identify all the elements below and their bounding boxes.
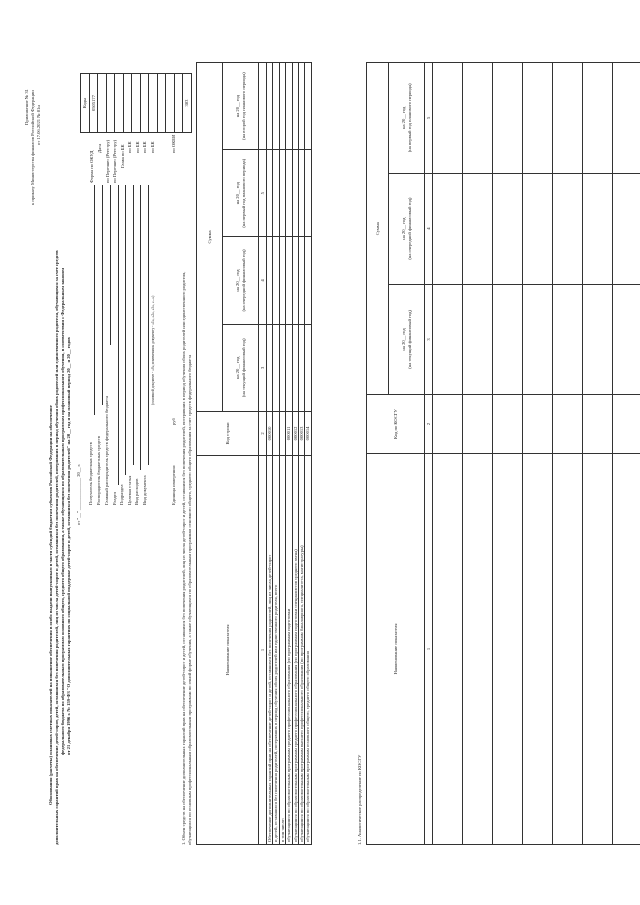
s1-col-code: Код строки: [197, 412, 259, 456]
title-line-2: дополнительных гарантий прав на обеспечение детей-сирот, детей, оставшихся без попечения родителей, лиц из числа детей-сирот и детей, оставшихся без попечения родителей, потерявших в период обучения обоих родителей или единственного родителя, обучающихся за счет средств: [54, 250, 59, 845]
document-date: от "__" ______________ 20__ г.: [76, 463, 81, 525]
title-line-1: Обоснования (расчеты) плановых сметных показателей на повышение обеспечения в особо выдачи выпускникам в части субсидий бюджетам субъектов Российской Федерации на обеспечение: [48, 405, 53, 805]
s11-num-2: 2: [425, 395, 433, 454]
label-document-type: Вид документа: [142, 475, 147, 505]
s1-row-name: обучающимся по образовательным программам высшего профессионального образования (по программам бакалавриата, специалитета, магистратуры): [299, 455, 305, 844]
s1-row-name: в том числе:: [279, 455, 285, 844]
s11-num-4: 4: [425, 173, 433, 284]
field-bk-3: по БК: [142, 141, 147, 153]
okud-code: 0505177: [89, 74, 98, 133]
s11-col-year1: на 20__ год (на текущий финансовый год): [389, 284, 425, 395]
title-line-4: от 21 декабря 1996 г. № 159-ФЗ "О дополнительных гарантиях по социальной поддержке детей-сирот и детей, оставшихся без попечения родителей" на 20__ год и на плановый период 20__ и 20__ годов: [66, 337, 71, 755]
s11-num-3: 3: [425, 284, 433, 395]
s1-row-name: Обеспечение дополнительных гарантий прав на обеспечение детей-сирот и детей, оставшихся без попечения родителей, лиц из числа детей-сирот: [267, 455, 273, 844]
table-row: [613, 63, 640, 845]
s1-row-code: 000011: [286, 412, 292, 456]
s1-col-year1: на 20__ год (на текущий финансовый год): [223, 324, 259, 411]
s1-num-4: 4: [259, 237, 267, 324]
field-bk-1: по БК: [127, 141, 132, 153]
appendix-line-1: Приложение № 31: [24, 89, 29, 125]
table-row: [463, 63, 493, 845]
s1-row-name: обучающимся по образовательным программам основного общего, среднего общего образования: [305, 455, 311, 844]
s11-col-name: Наименование показателя: [367, 453, 425, 844]
s1-row-name: и детей, оставшихся без попечения родителей, потерявших в период обучения обоих родителей или единственного родителя, всего: [273, 455, 279, 844]
table-row: [493, 63, 523, 845]
appendix-line-2: к приказу Министерства финансов Российской Федерации: [30, 90, 35, 205]
section1-heading-1: 1. Объем средств на обеспечение дополнительных гарантий прав на обеспечение детей-сирот и детей, оставшихся без попечения родителей, лиц из числа детей-сирот и детей, оставшихся без попечения родителей, потерявших в период обучения обоих родителей или единственного родителя,: [181, 271, 186, 845]
document-type-note: (основной документ - «0»; изменения к документу - «1», «2», «3», «...»): [151, 295, 155, 405]
s1-row-code: 000014: [305, 412, 311, 456]
units-value: руб: [171, 418, 176, 425]
field-registry-2: по Перечню (Реестру): [112, 139, 117, 183]
s11-col-sum: Сумма: [367, 63, 389, 395]
label-section: Раздел: [112, 492, 117, 505]
codes-header: Коды: [81, 74, 90, 133]
s1-num-3: 3: [259, 324, 267, 411]
s1-num-2: 2: [259, 412, 267, 456]
s1-col-year4: на 20__ год (на второй год планового периода): [223, 63, 259, 150]
section1-heading-2: обучающихся по основным профессиональным образовательным программам по очной форме обучения, а также обучающихся по образовательным программам основного общего, среднего общего образования за счет средств федерального бюджета: [187, 354, 192, 845]
s11-col-year3: на 20__ год (на первый год планового периода): [389, 63, 425, 174]
s1-row-code: 000012: [292, 412, 298, 456]
table-row: [583, 63, 613, 845]
s1-row-name: обучающимся по образовательным программам среднего профессионального образования (по программам подготовки специалистов среднего звена): [292, 455, 298, 844]
table-row: [523, 63, 553, 845]
label-target-article: Целевая статья: [127, 475, 132, 505]
s11-col-year2: на 20__ год (на очередной финансовый год): [389, 173, 425, 284]
table-row: [433, 63, 463, 845]
codes-table: [80, 73, 192, 133]
field-registry-1: по Перечню (Реестру): [105, 139, 110, 183]
s1-col-year3: на 20__ год (на первый год планового периода): [223, 150, 259, 237]
s1-row-name: обучающимся по образовательным программам среднего профессионального образования (по программам подготовки: [286, 455, 292, 844]
s11-num-5: 5: [425, 63, 433, 174]
field-okud: Форма по ОКУД: [89, 150, 94, 183]
okei-code: 383: [183, 74, 192, 133]
section11-table: [366, 62, 640, 845]
label-expense-type: Вид расходов: [134, 478, 139, 505]
s1-col-sum: Сумма: [197, 63, 223, 412]
field-glava-bk: Глава по БК: [120, 144, 125, 168]
s1-row-code: 000010: [267, 412, 273, 456]
label-main-distributor: Главный распорядитель средств федерального бюджета: [104, 395, 109, 505]
s1-num-5: 5: [259, 150, 267, 237]
s1-col-name: Наименование показателя: [197, 455, 259, 844]
title-line-3: федерального бюджета по образовательным программам основного общего, среднего общего образования, а также обучающихся по образовательным программам профессионального обучения, в соответствии с Федеральным законом: [60, 267, 65, 755]
table-row: [553, 63, 583, 845]
section1-table: [196, 62, 312, 845]
field-bk-4: по БК: [150, 141, 155, 153]
table-row: [305, 63, 311, 845]
field-okei: по ОКЕИ: [171, 134, 176, 153]
s1-col-year2: на 20__ год (на очередной финансовый год): [223, 237, 259, 324]
s11-num-1: 1: [425, 453, 433, 844]
label-recipient: Получатель бюджетных средств: [88, 442, 93, 505]
s11-col-kosgu: Код по КОСГУ: [367, 395, 425, 454]
s1-row-code: 000013: [299, 412, 305, 456]
field-bk-2: по БК: [135, 141, 140, 153]
s1-num-1: 1: [259, 455, 267, 844]
section11-heading: 1.1. Аналитическое распределение по КОСГУ: [357, 754, 362, 845]
label-subsection: Подраздел: [119, 484, 124, 505]
label-distributor: Распорядитель бюджетных средств: [96, 435, 101, 505]
appendix-line-3: от 17.06.2021 № 81н: [36, 105, 41, 145]
field-date: Дата: [97, 143, 102, 153]
units-label: Единица измерения:: [171, 465, 176, 505]
